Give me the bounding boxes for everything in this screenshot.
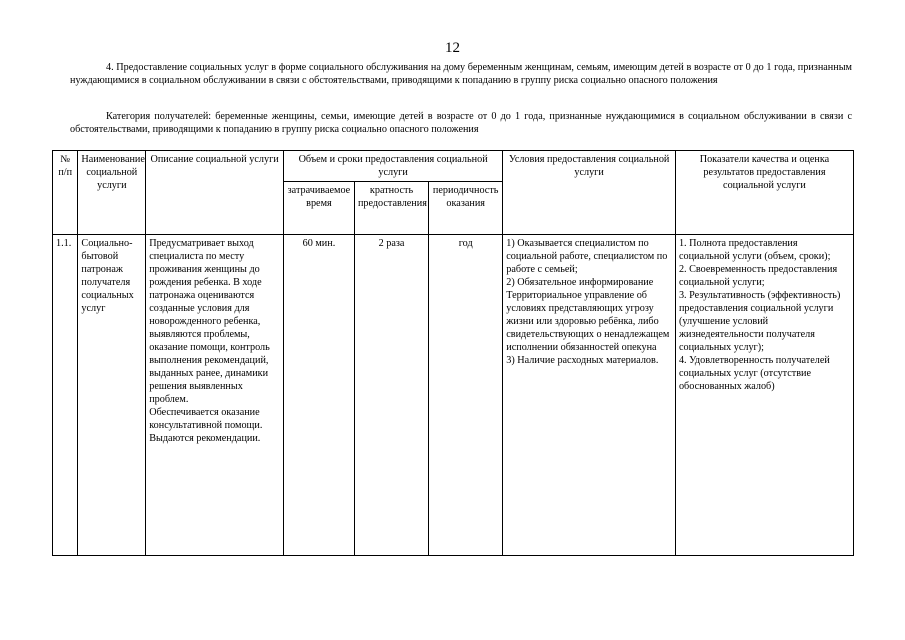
header-periodicity: периодичность оказания bbox=[429, 182, 503, 235]
condition-line: 2) Обязательное информирование Территориальное управление об условиях представляющих угрозу жизни или здоровью ребёнка, либо свидетельствующих о ненадлежащем исполнении обязанностей опекуна bbox=[506, 277, 670, 353]
section-heading-paragraph: 4. Предоставление социальных услуг в форме социального обслуживания на дому беременным женщинам, семьям, имеющим детей в возрасте от 0 до 1 года, признанным нуждающимися в социальном обслуживании в связи с обстоятельствами, приводящими к попаданию в группу риска социально опасного положения bbox=[70, 62, 852, 87]
header-quality: Показатели качества и оценка результатов предоставления социальной услуги bbox=[675, 151, 853, 235]
condition-line: 3) Наличие расходных материалов. bbox=[506, 355, 659, 366]
quality-line: 1. Полнота предоставления социальной услуги (объем, сроки); bbox=[678, 238, 831, 262]
header-time: затрачиваемое время bbox=[283, 182, 354, 235]
cell-name: Социально-бытовой патронаж получателя социальных услуг bbox=[78, 235, 146, 556]
cell-description bbox=[146, 235, 284, 556]
cell-conditions bbox=[503, 235, 676, 556]
quality-line: 4. Удовлетворенность получателей социальных услуг (отсутствие обоснованных жалоб) bbox=[678, 355, 830, 392]
cell-periodicity: год bbox=[429, 235, 503, 556]
table-header-row bbox=[53, 151, 854, 182]
condition-line: 1) Оказывается специалистом по социальной работе, специалистом по работе с семьей; bbox=[506, 238, 668, 275]
header-volume: Объем и сроки предоставления социальной услуги bbox=[283, 151, 502, 182]
page-number: 12 bbox=[445, 40, 460, 56]
description-line: Предусматривает выход специалиста по месту проживания женщины до рождения ребенка. В ходе патронажа оцениваются созданные условия для новорожденного ребенка, выявляются проблемы, оказание помощи, контроль выполнения рекомендаций, выданных ранее, динамики решения выявленных проблем. bbox=[149, 238, 270, 405]
recipient-category-paragraph: Категория получателей: беременные женщины, семьи, имеющие детей в возрасте от 0 до 1 года, признанные нуждающимися в социальном обслуживании в связи с обстоятельствами, приводящими к попаданию в группу риска социально опасного положения bbox=[70, 111, 852, 136]
cell-quality bbox=[675, 235, 853, 556]
table-row bbox=[53, 235, 854, 556]
quality-line: 2. Своевременность предоставления социальной услуги; bbox=[678, 264, 838, 288]
cell-num: 1.1. bbox=[53, 235, 78, 556]
description-line: Обеспечивается оказание консультативной помощи. bbox=[149, 407, 263, 431]
quality-line: 3. Результативность (эффективность) предоставления социальной услуги (улучшение условий жизнедеятельности получателя социальных услуг); bbox=[678, 290, 841, 353]
cell-frequency: 2 раза bbox=[354, 235, 428, 556]
header-num: № п/п bbox=[53, 151, 78, 235]
header-description: Описание социальной услуги bbox=[146, 151, 284, 235]
header-frequency: кратность предоставления bbox=[354, 182, 428, 235]
header-conditions: Условия предоставления социальной услуги bbox=[503, 151, 676, 235]
services-table bbox=[52, 150, 854, 556]
cell-time: 60 мин. bbox=[283, 235, 354, 556]
description-line: Выдаются рекомендации. bbox=[149, 433, 261, 444]
header-name: Наименование социальной услуги bbox=[78, 151, 146, 235]
